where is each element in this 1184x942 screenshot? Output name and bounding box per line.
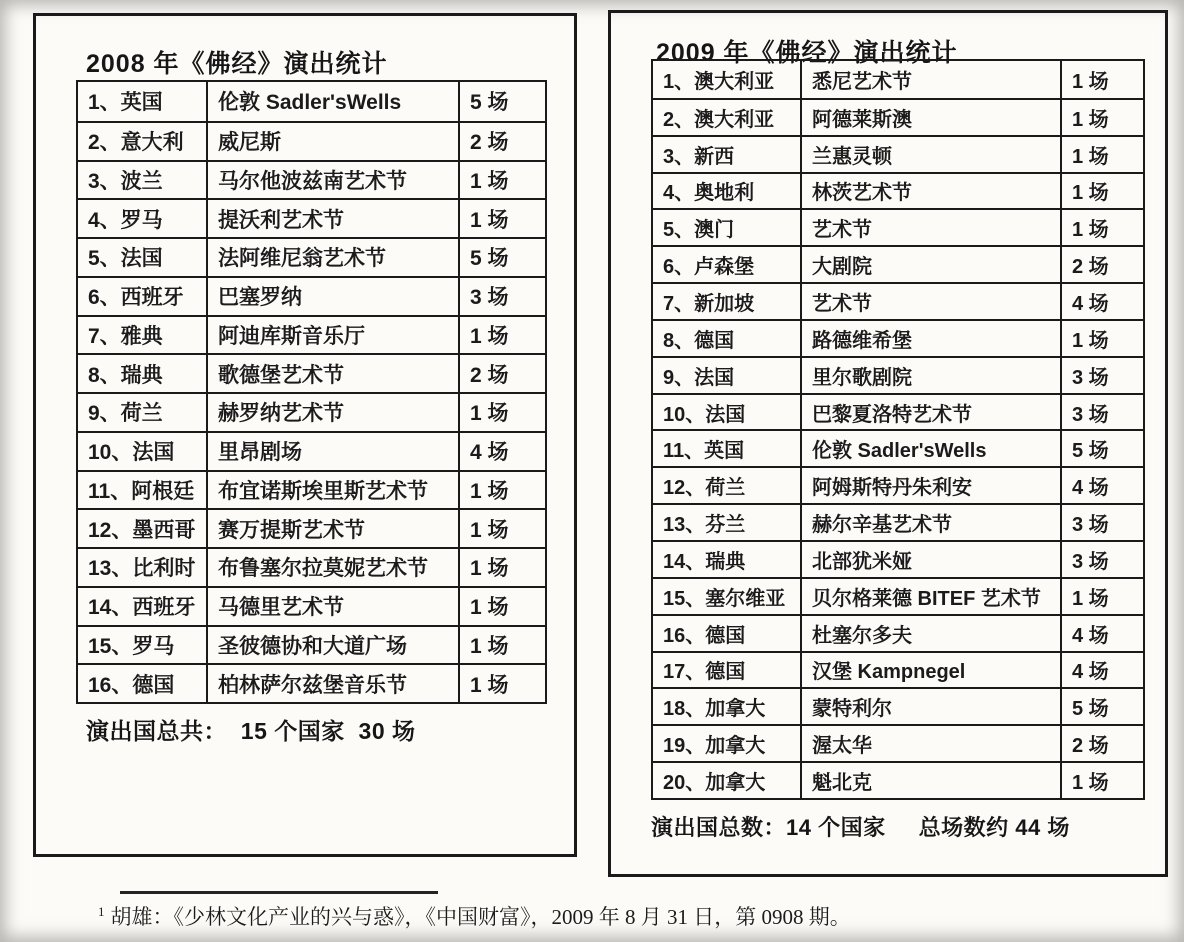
cell-country: 5、澳门 bbox=[653, 210, 802, 245]
table-row bbox=[653, 393, 1143, 430]
cell-count: 1 场 bbox=[470, 596, 509, 620]
cell-count: 1 场 bbox=[1072, 219, 1109, 242]
table-row bbox=[78, 353, 545, 392]
cell-country: 7、雅典 bbox=[78, 317, 208, 354]
cell-venue: 圣彼德协和大道广场 bbox=[208, 627, 460, 664]
cell-venue: 法阿维尼翁艺术节 bbox=[208, 239, 460, 276]
cell-country: 9、荷兰 bbox=[78, 394, 208, 431]
cell-count: 4 场 bbox=[1072, 292, 1109, 315]
cell-country: 11、阿根廷 bbox=[78, 472, 208, 509]
cell-country: 16、德国 bbox=[653, 616, 802, 651]
table-row bbox=[78, 237, 545, 276]
cell-country: 2、意大利 bbox=[78, 123, 208, 160]
footnote bbox=[98, 901, 1098, 931]
table-row bbox=[653, 245, 1143, 282]
table-row bbox=[653, 503, 1143, 540]
cell-venue: 伦敦 Sadler'sWells bbox=[802, 431, 1062, 466]
cell-count: 5 场 bbox=[1072, 698, 1109, 721]
table-row bbox=[653, 724, 1143, 761]
cell-count: 1 场 bbox=[1072, 182, 1109, 205]
cell-country: 11、英国 bbox=[653, 431, 802, 466]
table-row bbox=[78, 470, 545, 509]
cell-count: 1 场 bbox=[470, 208, 509, 232]
table-row bbox=[78, 508, 545, 547]
cell-country: 14、瑞典 bbox=[653, 542, 802, 577]
table-row bbox=[653, 687, 1143, 724]
cell-venue: 伦敦 Sadler'sWells bbox=[208, 82, 460, 121]
table-row bbox=[653, 614, 1143, 651]
cell-country: 20、加拿大 bbox=[653, 763, 802, 798]
cell-venue: 阿迪库斯音乐厅 bbox=[208, 317, 460, 354]
table-row bbox=[78, 625, 545, 664]
cell-country: 18、加拿大 bbox=[653, 689, 802, 724]
table-row bbox=[653, 282, 1143, 319]
panel-2008 bbox=[33, 13, 577, 857]
cell-count: 1 场 bbox=[470, 324, 509, 348]
table-row bbox=[653, 540, 1143, 577]
cell-venue: 布宜诺斯埃里斯艺术节 bbox=[208, 472, 460, 509]
cell-count: 1 场 bbox=[1072, 108, 1109, 131]
cell-country: 13、比利时 bbox=[78, 549, 208, 586]
cell-venue: 贝尔格莱德 BITEF 艺术节 bbox=[802, 579, 1062, 614]
cell-country: 4、奥地利 bbox=[653, 174, 802, 209]
cell-country: 13、芬兰 bbox=[653, 505, 802, 540]
cell-country: 15、塞尔维亚 bbox=[653, 579, 802, 614]
cell-venue: 马德里艺术节 bbox=[208, 588, 460, 625]
cell-country: 12、墨西哥 bbox=[78, 510, 208, 547]
table-row bbox=[78, 198, 545, 237]
cell-country: 10、法国 bbox=[653, 395, 802, 430]
table-row bbox=[653, 319, 1143, 356]
table-row bbox=[653, 135, 1143, 172]
table-row bbox=[653, 356, 1143, 393]
cell-country: 8、瑞典 bbox=[78, 355, 208, 392]
cell-venue: 阿德莱斯澳 bbox=[802, 100, 1062, 135]
cell-count: 2 场 bbox=[1072, 735, 1109, 758]
cell-count: 2 场 bbox=[470, 363, 509, 387]
cell-count: 3 场 bbox=[1072, 514, 1109, 537]
cell-venue: 蒙特利尔 bbox=[802, 689, 1062, 724]
cell-venue: 里尔歌剧院 bbox=[802, 358, 1062, 393]
summary-2008: 演出国总共： 15 个国家 30 场 bbox=[86, 718, 416, 744]
cell-venue: 兰惠灵顿 bbox=[802, 137, 1062, 172]
cell-count: 1 场 bbox=[470, 673, 509, 697]
cell-count: 1 场 bbox=[1072, 145, 1109, 168]
cell-venue: 艺术节 bbox=[802, 284, 1062, 319]
cell-count: 4 场 bbox=[1072, 477, 1109, 500]
cell-venue: 艺术节 bbox=[802, 210, 1062, 245]
cell-country: 3、波兰 bbox=[78, 162, 208, 199]
cell-country: 9、法国 bbox=[653, 358, 802, 393]
cell-count: 1 场 bbox=[1072, 329, 1109, 352]
table-row bbox=[653, 61, 1143, 98]
cell-count: 1 场 bbox=[1072, 771, 1109, 794]
cell-venue: 大剧院 bbox=[802, 247, 1062, 282]
cell-venue: 阿姆斯特丹朱利安 bbox=[802, 468, 1062, 503]
table-row bbox=[653, 761, 1143, 798]
performance-table-2009 bbox=[651, 59, 1145, 800]
cell-count: 2 场 bbox=[470, 131, 509, 155]
cell-venue: 布鲁塞尔拉莫妮艺术节 bbox=[208, 549, 460, 586]
cell-count: 4 场 bbox=[470, 441, 509, 465]
cell-venue: 赛万提斯艺术节 bbox=[208, 510, 460, 547]
cell-count: 3 场 bbox=[1072, 403, 1109, 426]
cell-country: 5、法国 bbox=[78, 239, 208, 276]
cell-venue: 赫罗纳艺术节 bbox=[208, 394, 460, 431]
cell-count: 1 场 bbox=[470, 479, 509, 503]
cell-country: 6、西班牙 bbox=[78, 278, 208, 315]
cell-country: 12、荷兰 bbox=[653, 468, 802, 503]
cell-country: 17、德国 bbox=[653, 653, 802, 688]
cell-count: 5 场 bbox=[1072, 440, 1109, 463]
table-row bbox=[78, 315, 545, 354]
cell-venue: 悉尼艺术节 bbox=[802, 61, 1062, 98]
cell-country: 16、德国 bbox=[78, 665, 208, 702]
footnote-divider bbox=[120, 891, 438, 894]
table-row bbox=[653, 208, 1143, 245]
cell-count: 1 场 bbox=[1072, 587, 1109, 610]
cell-venue: 路德维希堡 bbox=[802, 321, 1062, 356]
cell-count: 1 场 bbox=[470, 634, 509, 658]
footnote-text: 胡雄：《少林文化产业的兴与惑》，《中国财富》，2009 年 8 月 31 日，第 0908 期。 bbox=[110, 905, 851, 929]
cell-count: 1 场 bbox=[470, 557, 509, 581]
panel-2009 bbox=[608, 10, 1168, 877]
table-row bbox=[78, 276, 545, 315]
cell-venue: 歌德堡艺术节 bbox=[208, 355, 460, 392]
cell-venue: 马尔他波兹南艺术节 bbox=[208, 162, 460, 199]
table-title-2008: 2008 年《佛经》演出统计 bbox=[86, 50, 388, 78]
table-row bbox=[653, 429, 1143, 466]
cell-count: 1 场 bbox=[1072, 70, 1109, 93]
table-row bbox=[78, 431, 545, 470]
cell-count: 1 场 bbox=[470, 169, 509, 193]
cell-venue: 林茨艺术节 bbox=[802, 174, 1062, 209]
cell-count: 4 场 bbox=[1072, 624, 1109, 647]
cell-venue: 威尼斯 bbox=[208, 123, 460, 160]
table-row bbox=[653, 172, 1143, 209]
cell-count: 1 场 bbox=[470, 402, 509, 426]
cell-country: 10、法国 bbox=[78, 433, 208, 470]
cell-venue: 巴塞罗纳 bbox=[208, 278, 460, 315]
table-row bbox=[653, 577, 1143, 614]
cell-venue: 赫尔辛基艺术节 bbox=[802, 505, 1062, 540]
cell-country: 2、澳大利亚 bbox=[653, 100, 802, 135]
cell-venue: 提沃利艺术节 bbox=[208, 200, 460, 237]
cell-venue: 巴黎夏洛特艺术节 bbox=[802, 395, 1062, 430]
cell-country: 15、罗马 bbox=[78, 627, 208, 664]
cell-count: 3 场 bbox=[1072, 366, 1109, 389]
cell-count: 5 场 bbox=[470, 91, 509, 115]
cell-country: 8、德国 bbox=[653, 321, 802, 356]
cell-country: 1、英国 bbox=[78, 82, 208, 121]
summary-2009: 演出国总数：14 个国家 总场数约 44 场 bbox=[651, 815, 1070, 840]
cell-country: 1、澳大利亚 bbox=[653, 61, 802, 98]
table-row bbox=[78, 547, 545, 586]
table-row bbox=[78, 82, 545, 121]
table-row bbox=[78, 586, 545, 625]
cell-venue: 杜塞尔多夫 bbox=[802, 616, 1062, 651]
performance-table-2008 bbox=[76, 80, 547, 704]
cell-count: 1 场 bbox=[470, 518, 509, 542]
cell-venue: 汉堡 Kampnegel bbox=[802, 653, 1062, 688]
cell-country: 6、卢森堡 bbox=[653, 247, 802, 282]
table-row bbox=[78, 392, 545, 431]
cell-country: 3、新西 bbox=[653, 137, 802, 172]
table-row bbox=[78, 121, 545, 160]
cell-venue: 渥太华 bbox=[802, 726, 1062, 761]
table-row bbox=[78, 663, 545, 702]
cell-count: 3 场 bbox=[1072, 550, 1109, 573]
cell-country: 4、罗马 bbox=[78, 200, 208, 237]
cell-country: 14、西班牙 bbox=[78, 588, 208, 625]
table-title-2009: 2009 年《佛经》演出统计 bbox=[656, 39, 958, 67]
cell-count: 3 场 bbox=[470, 286, 509, 310]
cell-venue: 魁北克 bbox=[802, 763, 1062, 798]
table-row bbox=[653, 651, 1143, 688]
cell-venue: 里昂剧场 bbox=[208, 433, 460, 470]
cell-count: 5 场 bbox=[470, 247, 509, 271]
footnote-marker: 1 bbox=[98, 904, 105, 919]
cell-count: 2 场 bbox=[1072, 256, 1109, 279]
table-row bbox=[78, 160, 545, 199]
cell-venue: 柏林萨尔兹堡音乐节 bbox=[208, 665, 460, 702]
table-row bbox=[653, 98, 1143, 135]
cell-count: 4 场 bbox=[1072, 661, 1109, 684]
cell-country: 19、加拿大 bbox=[653, 726, 802, 761]
cell-country: 7、新加坡 bbox=[653, 284, 802, 319]
cell-venue: 北部犹米娅 bbox=[802, 542, 1062, 577]
table-row bbox=[653, 466, 1143, 503]
